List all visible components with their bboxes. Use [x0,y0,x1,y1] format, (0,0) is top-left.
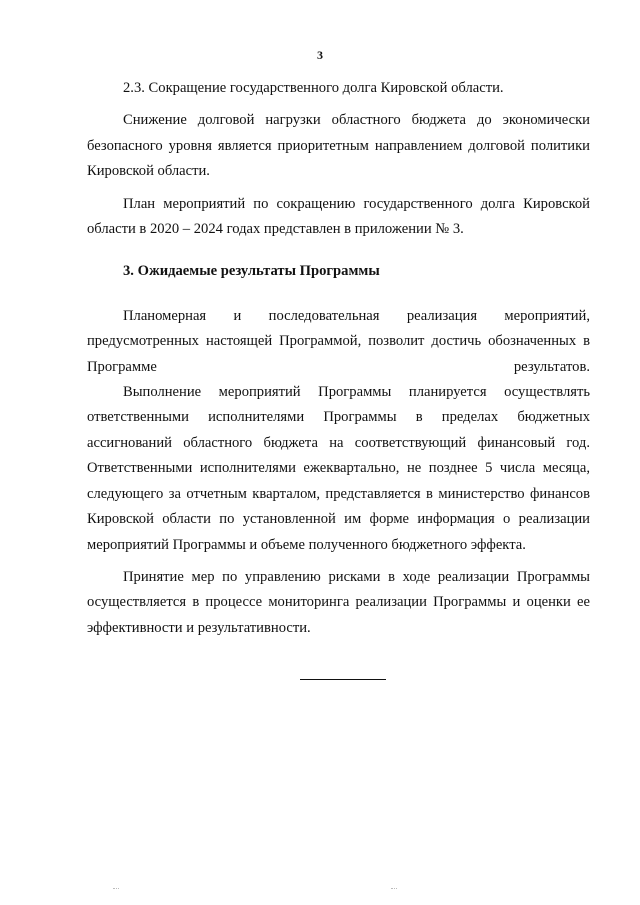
scan-artifact-mark [113,888,119,889]
section-3-heading: 3. Ожидаемые результаты Программы [123,263,380,280]
section-3-paragraph-1: Планомерная и последовательная реализация мероприятий, предусмотренных настоящей Программой, позволит достичь обозначенных в Программе результатов. [87,307,590,375]
page-number: 3 [317,48,323,62]
scan-artifact-mark [391,888,397,889]
page-content [87,76,590,641]
section-2-3-paragraph-2: План мероприятий по сокращению государственного долга Кировской области в 2020 – 2024 годах представлен в приложении № 3. [87,195,590,238]
section-3-paragraph-3: Принятие мер по управлению рисками в ходе реализации Программы осуществляется в процессе мониторинга реализации Программы и оценки ее эффективности и результативности. [87,568,590,636]
section-2-3-paragraph-1: Снижение долговой нагрузки областного бюджета до экономически безопасного уровня является приоритетным направлением долговой политики Кировской области. [87,112,590,180]
section-2-3-title: 2.3. Сокращение государственного долга Кировской области. [123,80,504,96]
end-of-text-rule [300,679,386,680]
section-3-paragraph-2: Выполнение мероприятий Программы планируется осуществлять ответственными исполнителями Программы в пределах бюджетных ассигнований областного бюджета на соответствующий финансовый год. Ответственными исполнителями ежеквартально, не позднее 5 числа месяца, следующего за отчетным кварталом, представляется в министерство финансов Кировской области по установленной им форме информация о реализации мероприятий Программы и объеме полученного бюджетного эффекта. [87,384,590,553]
